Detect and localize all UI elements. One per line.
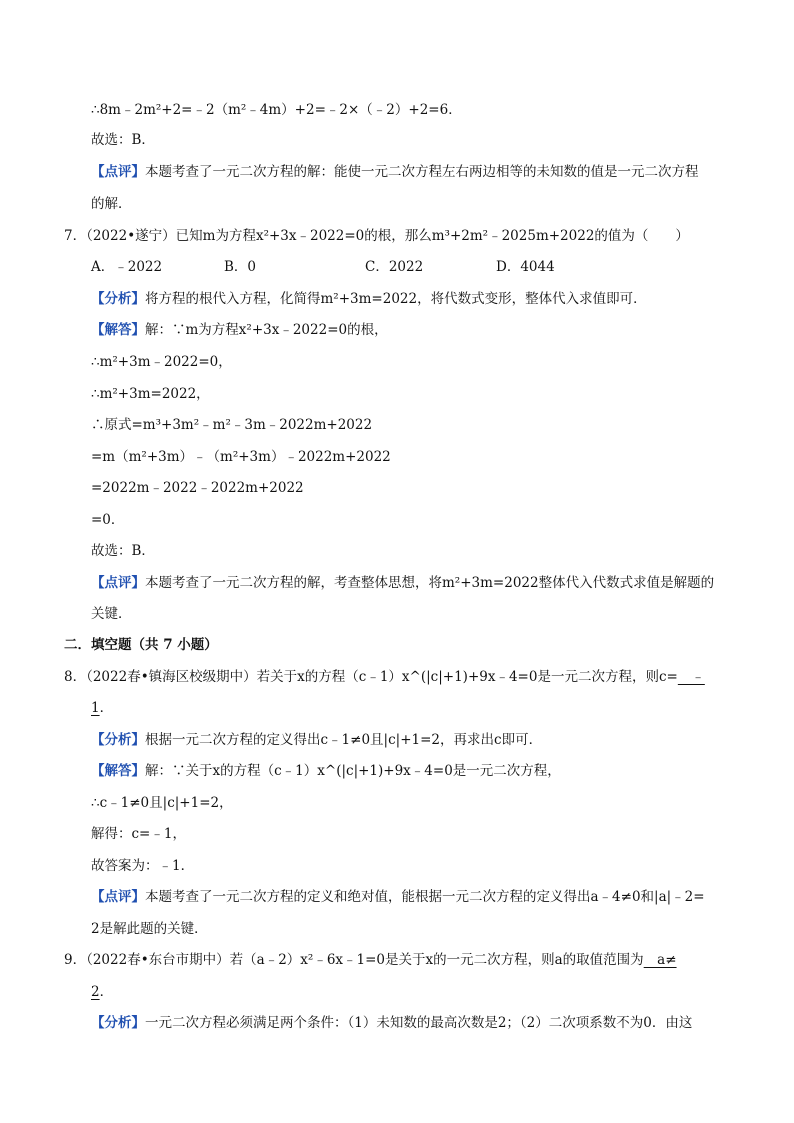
analysis-text: 根据一元二次方程的定义得出c﹣1≠0且|c|+1=2，再求出c即可． (145, 732, 543, 748)
analysis-tag: 【分析】 (91, 291, 145, 307)
punct: ． (99, 984, 114, 1000)
answer-text: 解：∵关于x的方程（c﹣1）x^(|c|+1)+9x﹣4=0是一元二次方程， (145, 763, 561, 779)
question-9-cont (91, 985, 113, 1001)
step-line: =m（m²+3m）﹣（m²+3m）﹣2022m+2022 (91, 449, 391, 465)
comment-line (91, 890, 705, 906)
text-line: 的解． (91, 196, 132, 212)
answer-blank: ﹣ (677, 669, 705, 685)
text-line: 关键． (91, 606, 132, 622)
option-b: B．0 (224, 259, 257, 275)
analysis-tag: 【分析】 (91, 1015, 145, 1031)
step-line: =0． (91, 512, 125, 528)
text-line: ∴8m﹣2m²+2=﹣2（m²﹣4m）+2=﹣2×（﹣2）+2=6． (91, 102, 462, 118)
option-d: D．4044 (496, 259, 555, 275)
comment-line (91, 165, 699, 181)
question-8 (64, 670, 705, 686)
comment-tag: 【点评】 (91, 164, 145, 180)
answer-tag: 【解答】 (91, 763, 145, 779)
section-heading: 二．填空题（共 7 小题） (64, 637, 218, 653)
step-line: =2022m﹣2022﹣2022m+2022 (91, 480, 304, 496)
answer-blank: 1 (91, 700, 100, 716)
analysis-text: 将方程的根代入方程，化简得m²+3m=2022，将代数式变形，整体代入求值即可． (145, 291, 647, 307)
text-line: 故选：B． (91, 132, 155, 148)
step-line: 解得：c=﹣1， (91, 826, 186, 842)
answer-blank: 2 (91, 984, 100, 1000)
punct: ． (99, 700, 114, 716)
question-8-cont (91, 701, 113, 717)
answer-text: 解：∵m为方程x²+3x﹣2022=0的根， (145, 322, 388, 338)
step-line: 故答案为：﹣1． (91, 858, 195, 874)
step-line: ∴m²+3m=2022， (91, 386, 210, 402)
analysis-tag: 【分析】 (91, 732, 145, 748)
comment-tag: 【点评】 (91, 575, 145, 591)
analysis-line (91, 733, 542, 749)
comment-tag: 【点评】 (91, 889, 145, 905)
analysis-line (91, 1016, 692, 1032)
question-7: 7．（2022•遂宁）已知m为方程x²+3x﹣2022=0的根，那么m³+2m²﹣2025m+2022的值为（ ） (64, 228, 689, 244)
step-line: ∴原式=m³+3m²﹣m²﹣3m﹣2022m+2022 (91, 417, 373, 433)
answer-line (91, 764, 561, 780)
comment-text: 本题考查了一元二次方程的解：能使一元二次方程左右两边相等的未知数的值是一元二次方程 (145, 164, 699, 180)
comment-text: 本题考查了一元二次方程的解，考查整体思想，将m²+3m=2022整体代入代数式求值是解题的 (145, 575, 715, 591)
step-line: ∴c﹣1≠0且|c|+1=2， (91, 795, 233, 811)
question-text: 8．（2022春•镇海区校级期中）若关于x的方程（c﹣1）x^(|c|+1)+9x﹣4=0是一元二次方程，则c= (64, 669, 678, 685)
analysis-text: 一元二次方程必须满足两个条件：（1）未知数的最高次数是2；（2）二次项系数不为0．由这 (145, 1015, 693, 1031)
question-9 (64, 953, 677, 969)
step-line: 故选：B． (91, 543, 155, 559)
question-text: 9．（2022春•东台市期中）若（a﹣2）x²﹣6x﹣1=0是关于x的一元二次方程，则a的取值范围为 (64, 952, 644, 968)
option-a: A．﹣2022 (91, 259, 163, 275)
answer-line (91, 323, 388, 339)
option-c: C．2022 (365, 259, 424, 275)
analysis-line (91, 292, 647, 308)
step-line: ∴m²+3m﹣2022=0， (91, 354, 232, 370)
comment-line (91, 576, 714, 592)
comment-text: 本题考查了一元二次方程的定义和绝对值，能根据一元二次方程的定义得出a﹣4≠0和|a|﹣2= (145, 889, 705, 905)
answer-blank: a≠ (643, 952, 677, 968)
answer-tag: 【解答】 (91, 322, 145, 338)
text-line: 2是解此题的关键． (91, 921, 208, 937)
